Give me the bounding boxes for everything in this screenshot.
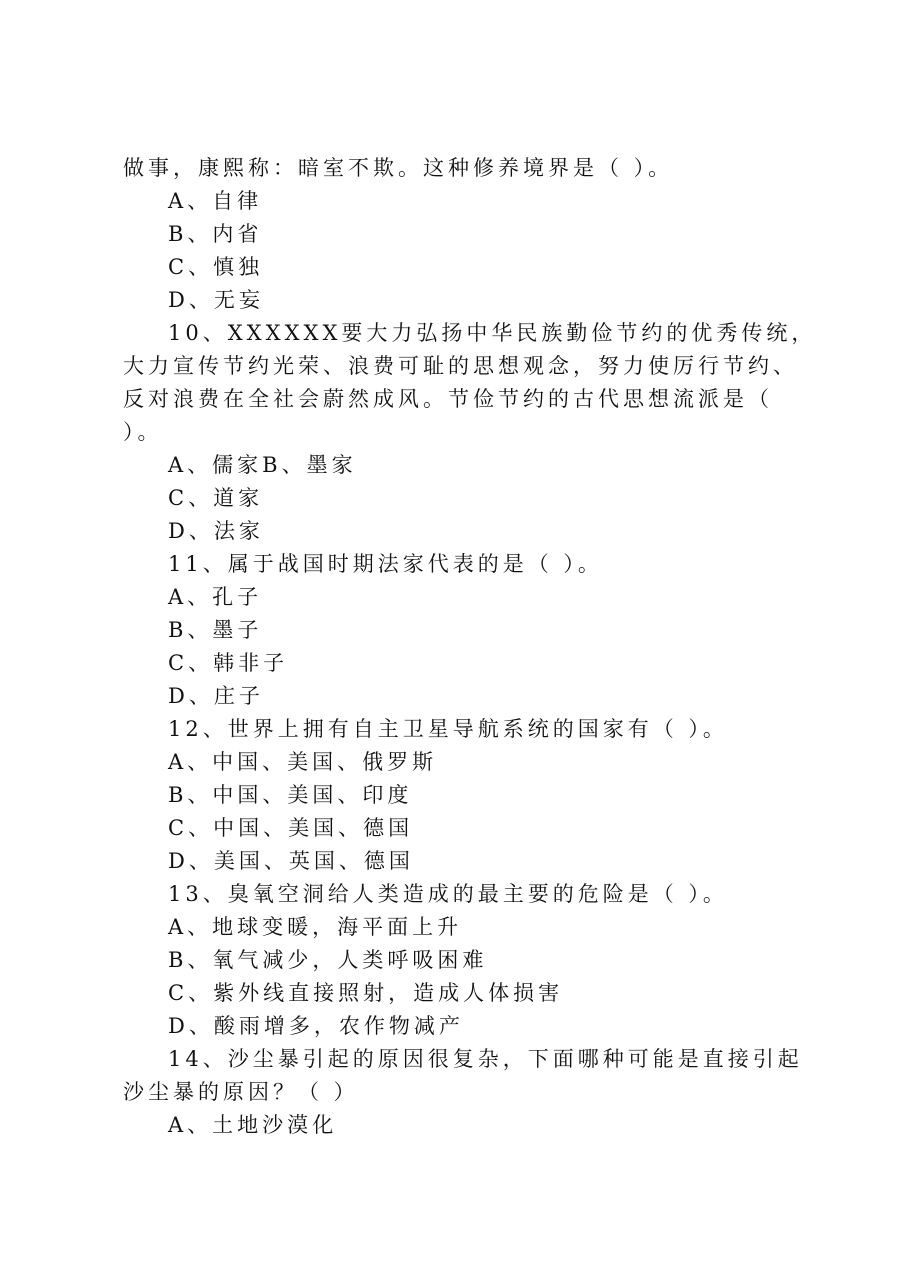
- question-11-stem: 11、属于战国时期法家代表的是（ ）。: [168, 552, 603, 576]
- q9-option-b: B、内省: [168, 222, 263, 246]
- question-12-stem: 12、世界上拥有自主卫星导航系统的国家有（ ）。: [168, 717, 728, 741]
- q13-option-c: C、紫外线直接照射，造成人体损害: [168, 981, 564, 1005]
- q11-option-b: B、墨子: [168, 618, 263, 642]
- question-10-stem-line-2: 大力宣传节约光荣、浪费可耻的思想观念，努力使厉行节约、: [123, 354, 798, 378]
- q13-option-d: D、酸雨增多，农作物减产: [168, 1014, 464, 1038]
- q12-option-b: B、中国、美国、印度: [168, 783, 413, 807]
- q12-option-d: D、美国、英国、德国: [168, 849, 414, 873]
- q11-option-d: D、庄子: [168, 684, 264, 708]
- question-10-stem-line-4: ）。: [123, 420, 163, 444]
- question-13-stem: 13、臭氧空洞给人类造成的最主要的危险是（ ）。: [168, 882, 728, 906]
- q11-option-c: C、韩非子: [168, 651, 289, 675]
- q14-option-a: A、土地沙漠化: [168, 1113, 338, 1137]
- q9-option-a: A、自律: [168, 189, 263, 213]
- q10-option-a-b: A、儒家B、墨家: [168, 453, 357, 477]
- question-10-stem-line-3: 反对浪费在全社会蔚然成风。节俭节约的古代思想流派是（: [123, 387, 773, 411]
- question-9-stem-end: 做事，康熙称：暗室不欺。这种修养境界是（ ）。: [123, 156, 674, 180]
- question-14-stem-line-1: 14、沙尘暴引起的原因很复杂，下面哪种可能是直接引起: [168, 1047, 803, 1071]
- q11-option-a: A、孔子: [168, 585, 263, 609]
- q10-option-d: D、法家: [168, 519, 264, 543]
- question-14-stem-line-2: 沙尘暴的原因？（ ）: [123, 1080, 359, 1104]
- q9-option-d: D、无妄: [168, 288, 264, 312]
- q12-option-a: A、中国、美国、俄罗斯: [168, 750, 438, 774]
- q9-option-c: C、慎独: [168, 255, 264, 279]
- q10-option-c: C、道家: [168, 486, 264, 510]
- q13-option-a: A、地球变暖，海平面上升: [168, 915, 463, 939]
- q13-option-b: B、氧气减少，人类呼吸困难: [168, 948, 488, 972]
- question-10-stem-line-1: 10、XXXXXX要大力弘扬中华民族勤俭节约的优秀传统，: [168, 321, 817, 345]
- q12-option-c: C、中国、美国、德国: [168, 816, 414, 840]
